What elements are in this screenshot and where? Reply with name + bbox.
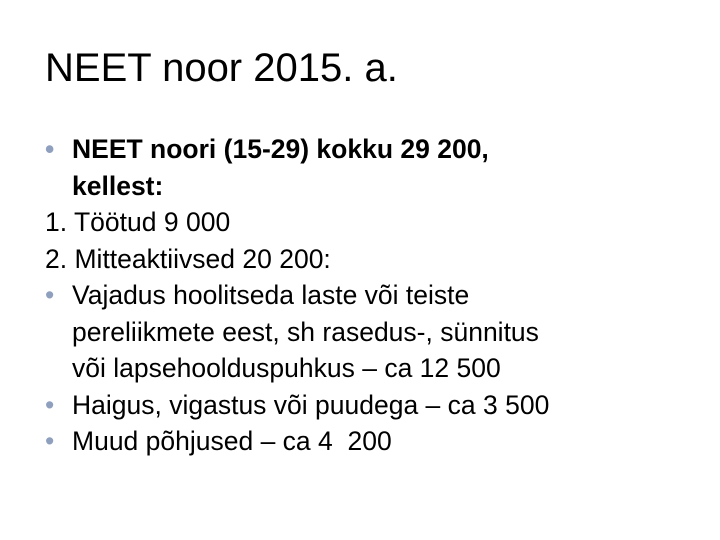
numbered-item-unemployed xyxy=(45,204,705,241)
bullet-icon: • xyxy=(45,134,55,164)
numbered-item-number: 2. xyxy=(45,243,68,274)
bullet-item-other xyxy=(45,423,705,460)
bullet-item-total-line-1: NEET noori (15-29) kokku 29 200, xyxy=(72,134,489,164)
numbered-item-number: 1. xyxy=(45,207,68,237)
bullet-item-care xyxy=(45,277,705,387)
bullet-icon: • xyxy=(45,389,55,420)
bullet-item-illness xyxy=(45,387,705,424)
bullet-item-care-line-1: Vajadus hoolitseda laste või teiste xyxy=(72,280,470,310)
bullet-item-other-line-1: Muud põhjused – ca 4 200 xyxy=(72,426,392,456)
numbered-item-text: Töötud 9 000 xyxy=(74,207,231,237)
slide-content xyxy=(45,131,705,460)
bullet-item-illness-line-1: Haigus, vigastus või puudega – ca 3 500 xyxy=(72,389,550,420)
bullet-icon: • xyxy=(45,280,55,310)
numbered-item-text: Mitteaktiivsed 20 200: xyxy=(74,243,331,274)
bullet-item-care-line-2: pereliikmete eest, sh rasedus-, sünnitus xyxy=(72,316,539,347)
bullet-item-total xyxy=(45,131,705,204)
bullet-item-care-line-3: või lapsehoolduspuhkus – ca 12 500 xyxy=(72,353,501,383)
slide-title: NEET noor 2015. a. xyxy=(45,46,398,90)
numbered-item-inactive xyxy=(45,241,705,278)
bullet-item-total-line-2: kellest: xyxy=(72,170,164,201)
bullet-icon: • xyxy=(45,426,55,456)
